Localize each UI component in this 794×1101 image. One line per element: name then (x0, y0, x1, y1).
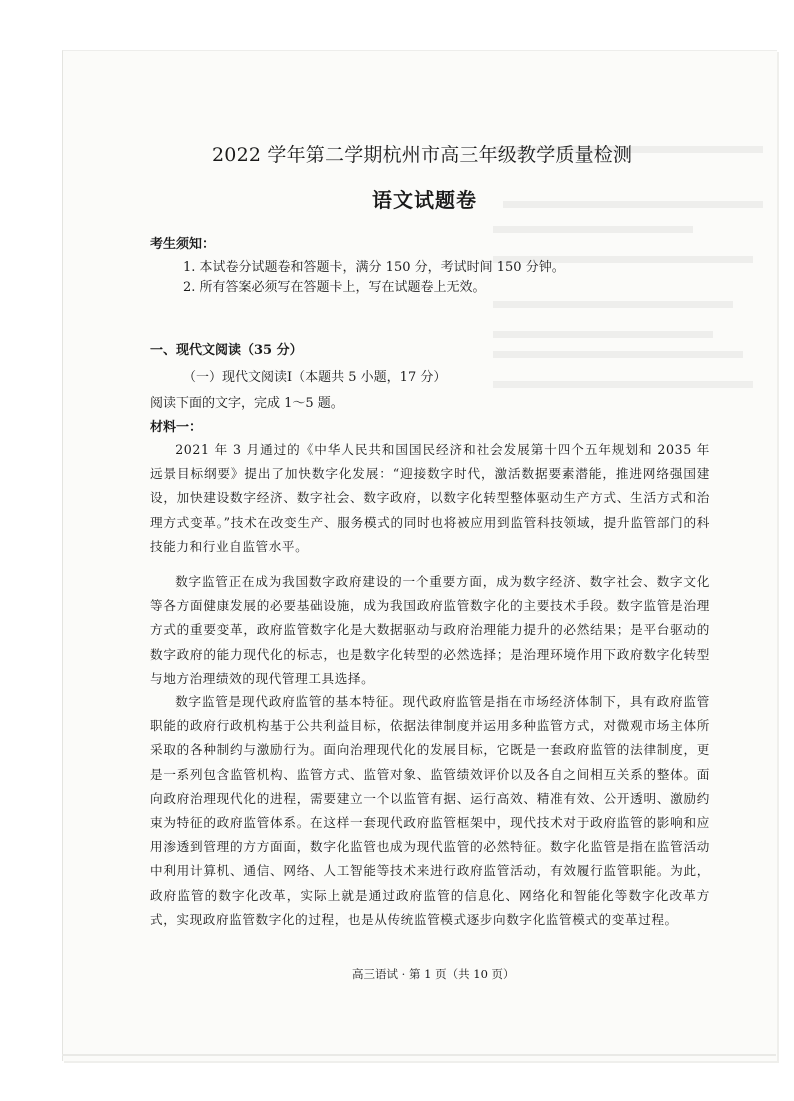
section-heading: 一、现代文阅读（35 分） (150, 343, 303, 358)
paragraph-3: 数字监管是现代政府监管的基本特征。现代政府监管是指在市场经济体制下，具有政府监管职能的政府行政机构基于公共利益目标，依据法律制度并运用多种监管方式，对微观市场主体所采取的各种制约与激励行为。面向治理现代化的发展目标，它既是一套政府监管的法律制度，更是一系列包含监管机构、监管方式、监管对象、监管绩效评价以及各自之间相互关系的整体。面向政府治理现代化的进程，需要建立一个以监管有据、运行高效、精准有效、公开透明、激励约束为特征的政府监管体系。在这样一套现代政府监管框架中，现代技术对于政府监管的影响和应用渗透到管理的方方面面，数字化监管也成为现代监管的必然特征。数字化监管是指在监管活动中利用计算机、通信、网络、人工智能等技术来进行政府监管活动，有效履行监管职能。为此，政府监管的数字化改革，实际上就是通过政府监管的信息化、网络化和智能化等数字化改革方式，实现政府监管数字化的过程，也是从传统监管模式逐步向数字化监管模式的变革过程。 (150, 694, 710, 927)
reading-instruction: 阅读下面的文字，完成 1～5 题。 (150, 396, 344, 411)
material-label: 材料一： (150, 420, 203, 435)
notice-item-2: 2. 所有答案必须写在答题卡上，写在试题卷上无效。 (183, 280, 486, 295)
page-footer: 高三语试 · 第 1 页（共 10 页） (352, 967, 515, 981)
exam-subtitle: 语文试题卷 (372, 188, 477, 212)
notice-heading: 考生须知： (150, 237, 216, 252)
notice-item-1: 1. 本试卷分试题卷和答题卡，满分 150 分，考试时间 150 分钟。 (183, 260, 565, 275)
paragraph-2: 数字监管正在成为我国数字政府建设的一个重要方面，成为数字经济、数字社会、数字文化等各方面健康发展的必要基础设施，成为我国政府监管数字化的主要技术手段。数字监管是治理方式的重要变革，政府监管数字化是大数据驱动与政府治理能力提升的必然结果；是平台驱动的数字政府的能力现代化的标志，也是数字化转型的必然选择；是治理环境作用下政府数字化转型与地方治理绩效的现代管理工具选择。 (150, 574, 710, 686)
exam-title: 2022 学年第二学期杭州市高三年级教学质量检测 (212, 144, 633, 166)
scan-edge (62, 1054, 776, 1056)
paragraph-1: 2021 年 3 月通过的《中华人民共和国国民经济和社会发展第十四个五年规划和 2035 年远景目标纲要》提出了加快数字化发展：“迎接数字时代，激活数据要素潜能，推进网络强国建设，加快建设数字经济、数字社会、数字政府，以数字化转型整体驱动生产方式、生活方式和治理方式变革。”技术在改变生产、服务模式的同时也将被应用到监管科技领域，提升监管部门的科技能力和行业自监管水平。 (150, 442, 710, 554)
subsection-heading: （一）现代文阅读Ⅰ（本题共 5 小题，17 分） (183, 370, 447, 385)
